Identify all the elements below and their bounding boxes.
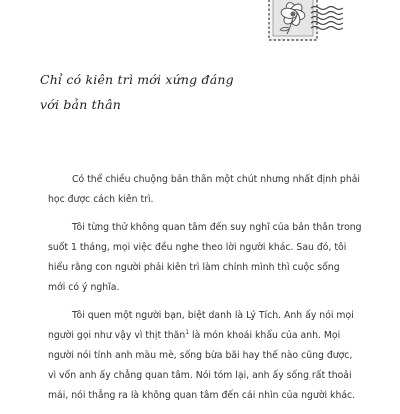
text-line: suốt 1 tháng, mọi việc đều nghe theo lời người khác. Sau đó, tôi	[48, 242, 347, 253]
text-line: hiểu rằng con người phải kiên trì làm chính mình thì cuộc sống	[48, 262, 340, 273]
text-line: người nói tính anh màu mè, sống bừa bãi hay thế nào cũng được,	[48, 350, 353, 361]
text-line	[48, 326, 360, 346]
paragraph-1	[48, 170, 360, 210]
paragraph-2	[48, 218, 360, 298]
footnote-marker: 1	[185, 328, 190, 336]
text-line: vì vốn anh ấy chẳng quan tâm. Nói tóm lại, anh ấy sống rất thoải	[48, 370, 352, 381]
text-segment: người gọi như vậy vì thịt thăn	[48, 330, 186, 341]
text-segment: là món khoái khẩu của anh. Mọi	[192, 330, 341, 341]
text-line: mái, nói thẳng ra là không quan tâm đến cái nhìn của người khác.	[48, 390, 356, 401]
text-line: học được cách kiên trì.	[48, 194, 154, 205]
paragraph-3	[48, 306, 360, 406]
chapter-title-line-2: với bản thân	[40, 97, 122, 112]
text-line: Tôi quen một người bạn, biệt danh là Lý Tích. Anh ấy nói mọi	[72, 310, 354, 321]
postage-stamp-flower-icon	[267, 0, 343, 43]
text-line: Tôi từng thử không quan tâm đến suy nghĩ của bản thân trong	[72, 222, 362, 233]
chapter-title	[40, 67, 340, 117]
body-text	[48, 170, 360, 414]
text-line: Có thể chiều chuộng bản thân một chút nhưng nhất định phải	[72, 174, 361, 185]
text-line: mới có ý nghĩa.	[48, 282, 120, 293]
chapter-title-line-1: Chỉ có kiên trì mới xứng đáng	[40, 72, 234, 87]
